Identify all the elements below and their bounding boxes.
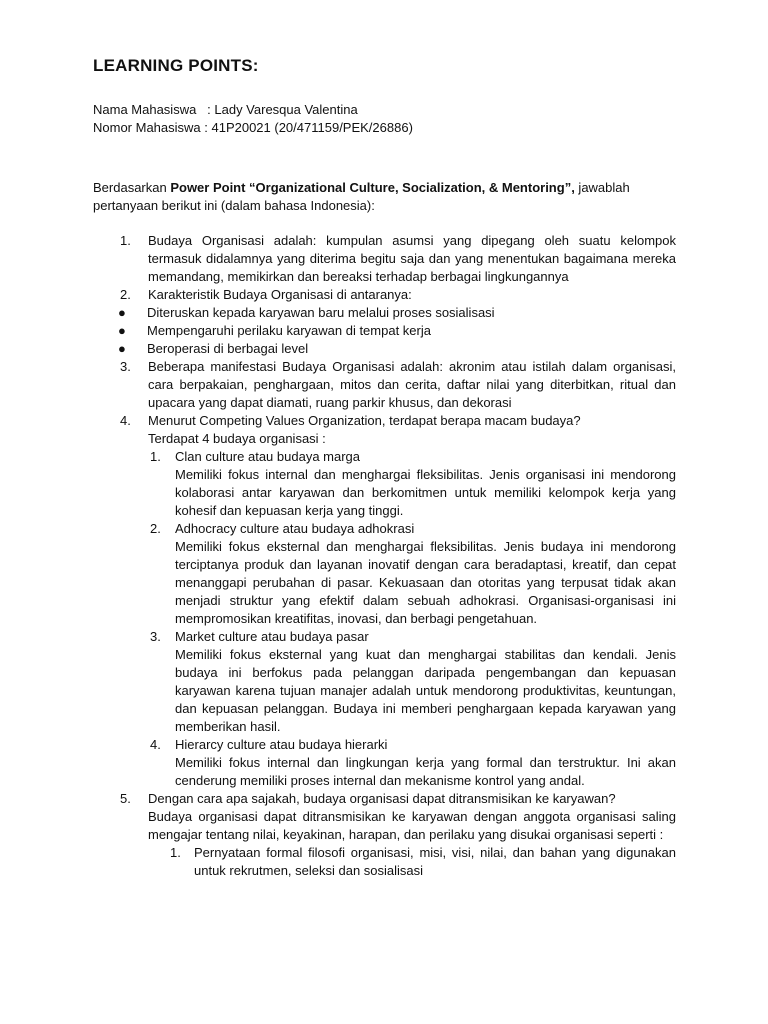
characteristics-list [93, 304, 676, 358]
item-description: Memiliki fokus internal dan lingkungan kerja yang formal dan terstruktur. Ini akan cenderung memiliki proses internal dan mekanisme kontrol yang andal. [175, 755, 676, 788]
list-item-text: Diteruskan kepada karyawan baru melalui proses sosialisasi [147, 305, 495, 320]
question-number: 5. [120, 791, 131, 806]
question-text: Karakteristik Budaya Organisasi di antaranya: [148, 287, 412, 302]
culture-item-adhocracy [148, 520, 676, 628]
list-item-text: Beroperasi di berbagai level [147, 341, 309, 356]
transmission-item [148, 844, 676, 880]
question-number: 1. [120, 233, 131, 248]
list-item [93, 304, 676, 322]
item-description: Memiliki fokus internal dan menghargai fleksibilitas. Jenis organisasi ini mendorong kolaborasi antar karyawan dan berkomitmen untuk memiliki kelompok kerja yang kohesif dan kepuasan kerja yang tinggi. [175, 467, 676, 518]
question-2 [93, 286, 676, 304]
question-list [93, 232, 676, 880]
answer-lead: Terdapat 4 budaya organisasi : [148, 431, 326, 446]
question-1 [93, 232, 676, 286]
intro-prefix: Berdasarkan [93, 180, 171, 195]
student-number-row: Nomor Mahasiswa : 41P20021 (20/471159/PEK/26886) [93, 120, 413, 135]
intro-suffix: jawablah pertanyaan berikut ini (dalam bahasa Indonesia): [93, 180, 630, 213]
item-description: Memiliki fokus eksternal yang kuat dan menghargai stabilitas dan kendali. Jenis budaya ini berfokus pada pelanggan daripada pengembangan dan kepuasan karyawan karena tujuan manajer adalah untuk mendorong produktivitas, keuntungan, dan kepuasan pelanggan. Budaya ini memberi penghargaan kepada karyawan yang memberikan hasil. [175, 647, 676, 734]
list-item [93, 340, 676, 358]
item-number: 2. [150, 521, 161, 536]
question-3 [93, 358, 676, 412]
bullet-icon: ● [118, 305, 126, 320]
item-title: Adhocracy culture atau budaya adhokrasi [175, 521, 415, 536]
instruction-paragraph [93, 179, 678, 215]
item-number: 3. [150, 629, 161, 644]
list-item-text: Mempengaruhi perilaku karyawan di tempat kerja [147, 323, 431, 338]
question-number: 3. [120, 359, 131, 374]
item-number: 1. [150, 449, 161, 464]
item-description: Memiliki fokus eksternal dan menghargai fleksibilitas. Jenis budaya ini mendorong terciptanya produk dan layanan inovatif dengan cara beradaptasi, kreatif, dan cepat menanggapi perubahan di pasar. Kekuasaan dan otoritas yang terpusat tidak akan menjadi struktur yang efektif dalam sebuah adhokrasi. Organisasi-organisasi ini mempromosikan kreatifitas, inovasi, dan berbagi pengetahuan. [175, 539, 676, 626]
bullet-icon: ● [118, 341, 126, 356]
page-title: LEARNING POINTS: [93, 56, 259, 75]
item-title: Clan culture atau budaya marga [175, 449, 361, 464]
bullet-icon: ● [118, 323, 126, 338]
question-text: Menurut Competing Values Organization, terdapat berapa macam budaya? [148, 413, 581, 428]
item-number: 4. [150, 737, 161, 752]
intro-bold-title: Power Point “Organizational Culture, Socialization, & Mentoring”, [170, 180, 575, 195]
question-text: Beberapa manifestasi Budaya Organisasi adalah: akronim atau istilah dalam organisasi, cara berpakaian, penghargaan, mitos dan cerita, daftar nilai yang diterbitkan, ritual dan upacara yang dapat diamati, ruang parkir khusus, dan dekorasi [148, 359, 676, 410]
item-title: Market culture atau budaya pasar [175, 629, 369, 644]
question-number: 2. [120, 287, 131, 302]
culture-item-hierarchy [148, 736, 676, 790]
item-text: Pernyataan formal filosofi organisasi, misi, visi, nilai, dan bahan yang digunakan untuk rekrutmen, seleksi dan sosialisasi [194, 845, 676, 878]
item-number: 1. [170, 845, 181, 860]
question-4 [93, 412, 676, 790]
question-number: 4. [120, 413, 131, 428]
item-title: Hierarcy culture atau budaya hierarki [175, 737, 388, 752]
question-5 [93, 790, 676, 880]
student-identity [93, 101, 693, 137]
culture-item-clan [148, 448, 676, 520]
list-item [93, 322, 676, 340]
student-name-row: Nama Mahasiswa : Lady Varesqua Valentina [93, 102, 358, 117]
culture-item-market [148, 628, 676, 736]
answer-text: Budaya organisasi dapat ditransmisikan ke karyawan dengan anggota organisasi saling mengajar tentang nilai, keyakinan, harapan, dan perilaku yang disukai organisasi seperti : [148, 809, 676, 842]
question-text: Dengan cara apa sajakah, budaya organisasi dapat ditransmisikan ke karyawan? [148, 791, 616, 806]
question-text: Budaya Organisasi adalah: kumpulan asumsi yang dipegang oleh suatu kelompok termasuk didalamnya yang diterima begitu saja dan yang menentukan bagaimana mereka memandang, memikirkan dan bereaksi terhadap berbagai lingkungannya [148, 233, 676, 284]
